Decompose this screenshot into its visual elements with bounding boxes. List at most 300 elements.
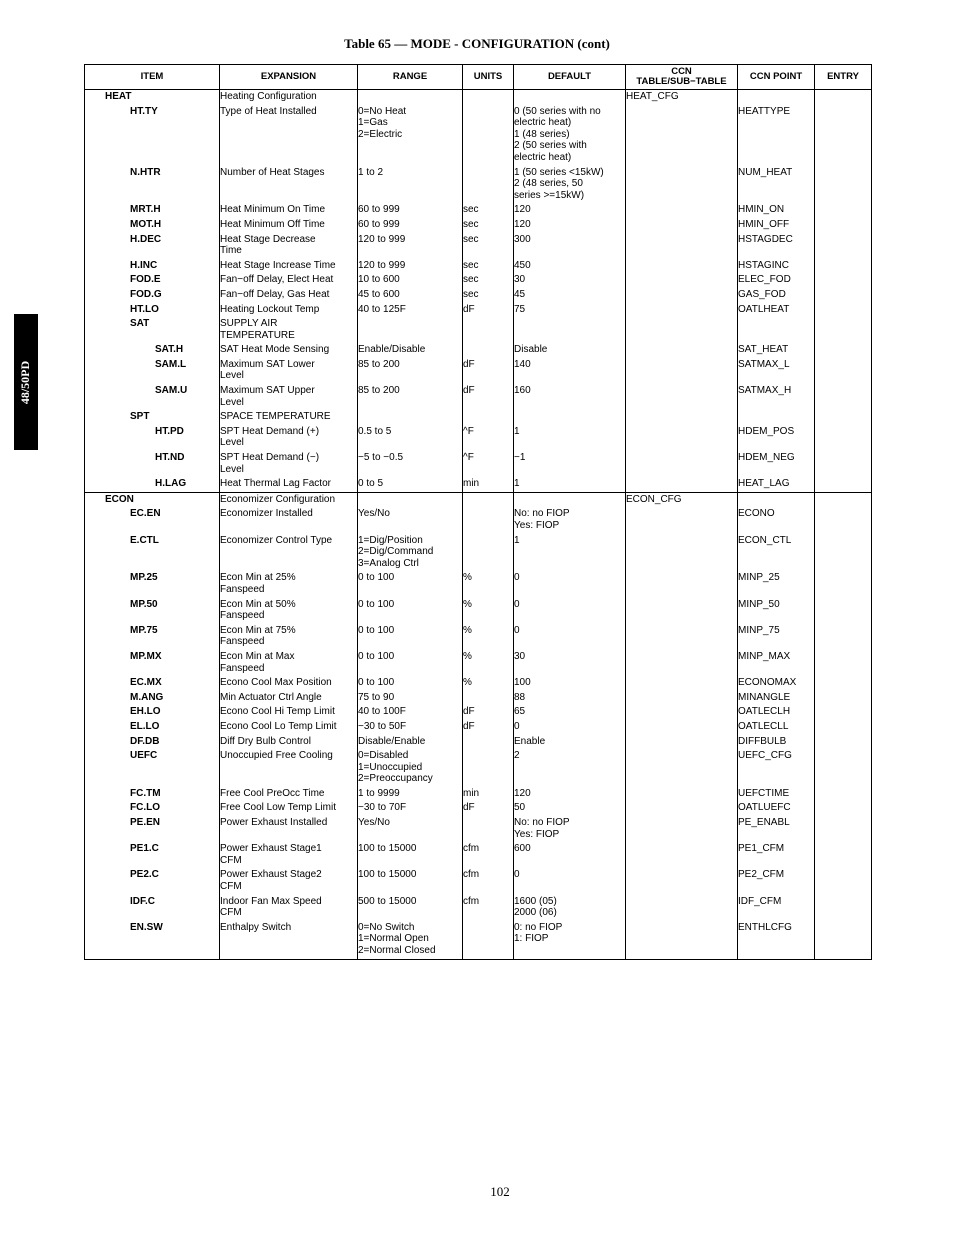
cell-item: EC.MX — [85, 676, 220, 691]
cell-expansion: Power Exhaust Stage2 CFM — [220, 868, 358, 894]
table-row — [85, 273, 872, 288]
cell-expansion: Maximum SAT Lower Level — [220, 358, 358, 384]
cell-expansion: Heat Minimum Off Time — [220, 218, 358, 233]
cell-expansion: Power Exhaust Stage1 CFM — [220, 842, 358, 868]
table-row — [85, 705, 872, 720]
cell-expansion: Indoor Fan Max Speed CFM — [220, 895, 358, 921]
cell-entry — [815, 801, 872, 816]
col-header-default: DEFAULT — [514, 65, 626, 90]
cell-item: FOD.E — [85, 273, 220, 288]
cell-ccn-table — [626, 358, 738, 384]
cell-range: Enable/Disable — [358, 343, 463, 358]
cell-default: 30 — [514, 273, 626, 288]
table-row — [85, 166, 872, 204]
cell-units: sec — [463, 233, 514, 259]
col-header-ccn-table: CCN TABLE/SUB−TABLE — [626, 65, 738, 90]
cell-default: 0 — [514, 624, 626, 650]
cell-expansion: Fan−off Delay, Gas Heat — [220, 288, 358, 303]
cell-entry — [815, 868, 872, 894]
cell-ccn-table — [626, 410, 738, 425]
table-row — [85, 691, 872, 706]
cell-units: dF — [463, 384, 514, 410]
cell-item: M.ANG — [85, 691, 220, 706]
table-row — [85, 801, 872, 816]
cell-entry — [815, 477, 872, 492]
cell-range: 40 to 125F — [358, 303, 463, 318]
cell-ccn-table — [626, 676, 738, 691]
side-tab-label: 48/50PD — [18, 360, 33, 404]
cell-default: 0 — [514, 598, 626, 624]
cell-ccn-table — [626, 425, 738, 451]
cell-ccn-table — [626, 303, 738, 318]
cell-range: 100 to 15000 — [358, 842, 463, 868]
cell-entry — [815, 451, 872, 477]
cell-expansion: Unoccupied Free Cooling — [220, 749, 358, 787]
table-row — [85, 259, 872, 274]
cell-default: 75 — [514, 303, 626, 318]
cell-ccn-table — [626, 203, 738, 218]
table-row — [85, 749, 872, 787]
table-row — [85, 842, 872, 868]
cell-units: sec — [463, 218, 514, 233]
cell-expansion: Free Cool Low Temp Limit — [220, 801, 358, 816]
cell-entry — [815, 288, 872, 303]
cell-units: % — [463, 598, 514, 624]
cell-item: EH.LO — [85, 705, 220, 720]
cell-range: 120 to 999 — [358, 233, 463, 259]
cell-units — [463, 691, 514, 706]
cell-default — [514, 410, 626, 425]
cell-item: DF.DB — [85, 735, 220, 750]
cell-entry — [815, 650, 872, 676]
cell-range: 45 to 600 — [358, 288, 463, 303]
cell-range: 500 to 15000 — [358, 895, 463, 921]
cell-expansion: Economizer Control Type — [220, 534, 358, 572]
cell-ccn-point: MINP_MAX — [738, 650, 815, 676]
cell-ccn-table — [626, 105, 738, 166]
cell-default — [514, 317, 626, 343]
cell-entry — [815, 676, 872, 691]
cell-ccn-point: HEATTYPE — [738, 105, 815, 166]
cell-item: UEFC — [85, 749, 220, 787]
cell-range: Disable/Enable — [358, 735, 463, 750]
cell-ccn-point: PE1_CFM — [738, 842, 815, 868]
cell-ccn-table — [626, 735, 738, 750]
cell-default: 140 — [514, 358, 626, 384]
cell-ccn-table — [626, 868, 738, 894]
cell-entry — [815, 105, 872, 166]
cell-range: 0 to 100 — [358, 571, 463, 597]
cell-default: −1 — [514, 451, 626, 477]
table-row — [85, 921, 872, 959]
cell-entry — [815, 384, 872, 410]
cell-default: 100 — [514, 676, 626, 691]
table-row — [85, 343, 872, 358]
table-header-row — [85, 65, 872, 90]
cell-ccn-point: OATLHEAT — [738, 303, 815, 318]
cell-range: 0 to 100 — [358, 676, 463, 691]
table-row — [85, 624, 872, 650]
table-row — [85, 598, 872, 624]
cell-item: H.DEC — [85, 233, 220, 259]
cell-expansion: Type of Heat Installed — [220, 105, 358, 166]
cell-entry — [815, 749, 872, 787]
cell-expansion: Enthalpy Switch — [220, 921, 358, 959]
cell-ccn-table — [626, 288, 738, 303]
cell-units — [463, 492, 514, 507]
cell-entry — [815, 720, 872, 735]
cell-units: sec — [463, 273, 514, 288]
cell-ccn-point: ELEC_FOD — [738, 273, 815, 288]
cell-expansion: Free Cool PreOcc Time — [220, 787, 358, 802]
cell-expansion: Econ Min at 75% Fanspeed — [220, 624, 358, 650]
cell-entry — [815, 203, 872, 218]
cell-ccn-point: HMIN_OFF — [738, 218, 815, 233]
side-tab — [14, 314, 38, 450]
cell-item: MRT.H — [85, 203, 220, 218]
cell-range — [358, 317, 463, 343]
cell-item: SAT — [85, 317, 220, 343]
cell-ccn-table — [626, 384, 738, 410]
cell-default: 1 — [514, 425, 626, 451]
cell-entry — [815, 166, 872, 204]
cell-ccn-table — [626, 507, 738, 533]
cell-default: No: no FIOP Yes: FIOP — [514, 507, 626, 533]
cell-range: 1=Dig/Position 2=Dig/Command 3=Analog Ctrl — [358, 534, 463, 572]
cell-entry — [815, 735, 872, 750]
cell-range: Yes/No — [358, 507, 463, 533]
col-header-range: RANGE — [358, 65, 463, 90]
cell-expansion: SPACE TEMPERATURE — [220, 410, 358, 425]
cell-ccn-point: SATMAX_H — [738, 384, 815, 410]
cell-ccn-table — [626, 816, 738, 842]
cell-ccn-table: ECON_CFG — [626, 492, 738, 507]
cell-item: FC.TM — [85, 787, 220, 802]
cell-units: % — [463, 571, 514, 597]
table-row — [85, 534, 872, 572]
cell-ccn-point — [738, 317, 815, 343]
cell-range: −30 to 50F — [358, 720, 463, 735]
cell-units — [463, 410, 514, 425]
cell-expansion: SPT Heat Demand (+) Level — [220, 425, 358, 451]
cell-ccn-point: IDF_CFM — [738, 895, 815, 921]
cell-default: 1600 (05) 2000 (06) — [514, 895, 626, 921]
cell-ccn-point: NUM_HEAT — [738, 166, 815, 204]
cell-item: N.HTR — [85, 166, 220, 204]
cell-expansion: Min Actuator Ctrl Angle — [220, 691, 358, 706]
cell-ccn-table — [626, 477, 738, 492]
cell-item: IDF.C — [85, 895, 220, 921]
cell-range: 0 to 100 — [358, 598, 463, 624]
cell-item: PE2.C — [85, 868, 220, 894]
cell-ccn-table — [626, 233, 738, 259]
cell-expansion: Econ Min at 50% Fanspeed — [220, 598, 358, 624]
cell-units — [463, 735, 514, 750]
cell-expansion: Econ Min at 25% Fanspeed — [220, 571, 358, 597]
cell-default: 0 — [514, 868, 626, 894]
cell-units: cfm — [463, 895, 514, 921]
table-row — [85, 90, 872, 105]
cell-expansion: SPT Heat Demand (−) Level — [220, 451, 358, 477]
cell-range — [358, 410, 463, 425]
cell-range: 0 to 5 — [358, 477, 463, 492]
cell-item: EN.SW — [85, 921, 220, 959]
cell-entry — [815, 895, 872, 921]
cell-item: PE1.C — [85, 842, 220, 868]
cell-default: 160 — [514, 384, 626, 410]
cell-entry — [815, 317, 872, 343]
col-header-item: ITEM — [85, 65, 220, 90]
cell-units — [463, 749, 514, 787]
cell-default: 0 (50 series with no electric heat) 1 (48 series) 2 (50 series with electric heat) — [514, 105, 626, 166]
cell-ccn-table — [626, 218, 738, 233]
table-title: Table 65 — MODE - CONFIGURATION (cont) — [344, 36, 610, 51]
cell-units: sec — [463, 259, 514, 274]
cell-ccn-point: HSTAGDEC — [738, 233, 815, 259]
cell-ccn-point: SAT_HEAT — [738, 343, 815, 358]
cell-entry — [815, 259, 872, 274]
cell-expansion: SAT Heat Mode Sensing — [220, 343, 358, 358]
cell-range: 1 to 9999 — [358, 787, 463, 802]
cell-range: 0 to 100 — [358, 624, 463, 650]
cell-range: 75 to 90 — [358, 691, 463, 706]
table-row — [85, 410, 872, 425]
table-row — [85, 451, 872, 477]
col-header-units: UNITS — [463, 65, 514, 90]
cell-entry — [815, 343, 872, 358]
table-row — [85, 425, 872, 451]
cell-item: EC.EN — [85, 507, 220, 533]
cell-default: 600 — [514, 842, 626, 868]
cell-default: 0 — [514, 571, 626, 597]
cell-units: dF — [463, 801, 514, 816]
table-row — [85, 571, 872, 597]
cell-entry — [815, 410, 872, 425]
cell-expansion: Economizer Installed — [220, 507, 358, 533]
cell-units: sec — [463, 203, 514, 218]
cell-entry — [815, 842, 872, 868]
cell-units — [463, 921, 514, 959]
page-number: 102 — [490, 1184, 510, 1199]
cell-default: 120 — [514, 218, 626, 233]
cell-ccn-table — [626, 259, 738, 274]
cell-entry — [815, 358, 872, 384]
cell-item: SAM.U — [85, 384, 220, 410]
table-row — [85, 787, 872, 802]
cell-expansion: Heating Lockout Temp — [220, 303, 358, 318]
cell-ccn-point: ECONO — [738, 507, 815, 533]
cell-units: % — [463, 650, 514, 676]
cell-entry — [815, 90, 872, 105]
cell-range: 60 to 999 — [358, 218, 463, 233]
cell-entry — [815, 705, 872, 720]
cell-units — [463, 507, 514, 533]
cell-ccn-table — [626, 842, 738, 868]
table-row — [85, 720, 872, 735]
cell-units: % — [463, 676, 514, 691]
cell-ccn-point: OATLUEFC — [738, 801, 815, 816]
cell-range: −5 to −0.5 — [358, 451, 463, 477]
cell-range — [358, 90, 463, 105]
table-row — [85, 218, 872, 233]
cell-ccn-point: MINANGLE — [738, 691, 815, 706]
cell-expansion: Fan−off Delay, Elect Heat — [220, 273, 358, 288]
cell-ccn-table — [626, 598, 738, 624]
cell-units: ^F — [463, 451, 514, 477]
cell-range: −30 to 70F — [358, 801, 463, 816]
cell-item: HT.TY — [85, 105, 220, 166]
cell-ccn-point — [738, 90, 815, 105]
cell-units — [463, 105, 514, 166]
cell-range: 1 to 2 — [358, 166, 463, 204]
cell-default: No: no FIOP Yes: FIOP — [514, 816, 626, 842]
cell-ccn-point — [738, 410, 815, 425]
cell-ccn-table — [626, 317, 738, 343]
cell-ccn-table — [626, 534, 738, 572]
table-row — [85, 492, 872, 507]
cell-ccn-point: DIFFBULB — [738, 735, 815, 750]
cell-ccn-point: MINP_25 — [738, 571, 815, 597]
cell-default: 120 — [514, 203, 626, 218]
cell-ccn-point: OATLECLL — [738, 720, 815, 735]
cell-ccn-table — [626, 650, 738, 676]
cell-ccn-table — [626, 571, 738, 597]
cell-entry — [815, 598, 872, 624]
cell-units: dF — [463, 705, 514, 720]
cell-entry — [815, 218, 872, 233]
cell-item: FOD.G — [85, 288, 220, 303]
cell-units — [463, 816, 514, 842]
cell-item: MP.75 — [85, 624, 220, 650]
cell-ccn-point: HDEM_POS — [738, 425, 815, 451]
cell-units: cfm — [463, 868, 514, 894]
cell-units: dF — [463, 358, 514, 384]
cell-default: 0 — [514, 720, 626, 735]
cell-units: min — [463, 477, 514, 492]
cell-default: 88 — [514, 691, 626, 706]
cell-ccn-table — [626, 691, 738, 706]
cell-item: SPT — [85, 410, 220, 425]
cell-default: 1 — [514, 534, 626, 572]
cell-units — [463, 317, 514, 343]
cell-ccn-point: UEFCTIME — [738, 787, 815, 802]
cell-range: 40 to 100F — [358, 705, 463, 720]
cell-entry — [815, 303, 872, 318]
cell-ccn-table — [626, 787, 738, 802]
cell-expansion: Diff Dry Bulb Control — [220, 735, 358, 750]
cell-expansion: Maximum SAT Upper Level — [220, 384, 358, 410]
cell-item: ECON — [85, 492, 220, 507]
cell-range — [358, 492, 463, 507]
table-row — [85, 358, 872, 384]
cell-default: 50 — [514, 801, 626, 816]
table-row — [85, 816, 872, 842]
cell-default: 0: no FIOP 1: FIOP — [514, 921, 626, 959]
cell-default: Enable — [514, 735, 626, 750]
cell-units — [463, 90, 514, 105]
cell-item: SAT.H — [85, 343, 220, 358]
cell-ccn-table — [626, 895, 738, 921]
cell-entry — [815, 492, 872, 507]
cell-ccn-point: UEFC_CFG — [738, 749, 815, 787]
cell-range: 0.5 to 5 — [358, 425, 463, 451]
cell-ccn-table — [626, 720, 738, 735]
cell-ccn-point: MINP_50 — [738, 598, 815, 624]
cell-entry — [815, 691, 872, 706]
cell-item: MP.25 — [85, 571, 220, 597]
cell-item: H.LAG — [85, 477, 220, 492]
cell-item: FC.LO — [85, 801, 220, 816]
table-row — [85, 203, 872, 218]
cell-ccn-table — [626, 451, 738, 477]
col-header-expansion: EXPANSION — [220, 65, 358, 90]
cell-entry — [815, 921, 872, 959]
cell-default — [514, 492, 626, 507]
cell-ccn-point: SATMAX_L — [738, 358, 815, 384]
cell-ccn-point: HSTAGINC — [738, 259, 815, 274]
cell-item: E.CTL — [85, 534, 220, 572]
cell-item: HEAT — [85, 90, 220, 105]
cell-range: 60 to 999 — [358, 203, 463, 218]
table-row — [85, 895, 872, 921]
cell-expansion: Econo Cool Max Position — [220, 676, 358, 691]
cell-expansion: Number of Heat Stages — [220, 166, 358, 204]
cell-ccn-point: ECONOMAX — [738, 676, 815, 691]
cell-ccn-point: PE_ENABL — [738, 816, 815, 842]
cell-entry — [815, 273, 872, 288]
cell-range: 85 to 200 — [358, 358, 463, 384]
cell-default: 45 — [514, 288, 626, 303]
table-row — [85, 105, 872, 166]
table-row — [85, 676, 872, 691]
cell-entry — [815, 507, 872, 533]
table-row — [85, 317, 872, 343]
cell-ccn-table — [626, 343, 738, 358]
cell-item: EL.LO — [85, 720, 220, 735]
cell-ccn-table: HEAT_CFG — [626, 90, 738, 105]
cell-expansion: Economizer Configuration — [220, 492, 358, 507]
cell-range: 0=No Switch 1=Normal Open 2=Normal Closed — [358, 921, 463, 959]
col-header-entry: ENTRY — [815, 65, 872, 90]
table-row — [85, 384, 872, 410]
table-row — [85, 650, 872, 676]
cell-range: 85 to 200 — [358, 384, 463, 410]
cell-default: Disable — [514, 343, 626, 358]
cell-expansion: Heat Minimum On Time — [220, 203, 358, 218]
cell-ccn-point — [738, 492, 815, 507]
cell-item: SAM.L — [85, 358, 220, 384]
cell-units: ^F — [463, 425, 514, 451]
cell-default — [514, 90, 626, 105]
cell-units: % — [463, 624, 514, 650]
cell-item: PE.EN — [85, 816, 220, 842]
cell-ccn-table — [626, 273, 738, 288]
cell-item: HT.LO — [85, 303, 220, 318]
cell-default: 2 — [514, 749, 626, 787]
cell-range: 0=Disabled 1=Unoccupied 2=Preoccupancy — [358, 749, 463, 787]
cell-item: HT.PD — [85, 425, 220, 451]
table-row — [85, 233, 872, 259]
cell-ccn-point: HEAT_LAG — [738, 477, 815, 492]
table-row — [85, 868, 872, 894]
cell-ccn-point: GAS_FOD — [738, 288, 815, 303]
cell-default: 30 — [514, 650, 626, 676]
table-row — [85, 303, 872, 318]
cell-expansion: Heat Stage Decrease Time — [220, 233, 358, 259]
cell-default: 65 — [514, 705, 626, 720]
cell-expansion: Econo Cool Lo Temp Limit — [220, 720, 358, 735]
cell-range: 0=No Heat 1=Gas 2=Electric — [358, 105, 463, 166]
